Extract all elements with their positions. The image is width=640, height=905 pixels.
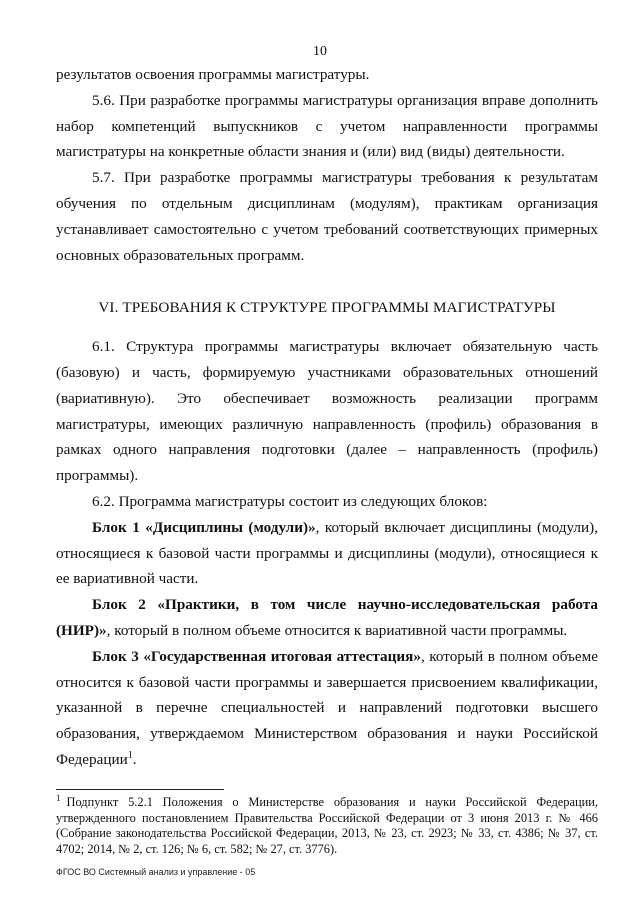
footnote-mark: 1 (56, 792, 61, 803)
paragraph-block-1 (56, 515, 598, 592)
footnote-text: Подпункт 5.2.1 Положения о Министерстве образования и науки Российской Федерации, утвержденного постановлением Правительства Российской Федерации от 3 июня 2013 г. № 466 (Собрание законодательства Российской Федерации, 2013, № 23, ст. 2923; № 33, ст. 4386; № 37, ст. 4702; 2014, № 2, ст. 126; № 6, ст. 582; № 27, ст. 3776). (56, 795, 598, 856)
paragraph-results-continuation: результатов освоения программы магистратуры. (56, 66, 370, 83)
block-3-end: . (132, 750, 137, 768)
document-body (56, 62, 598, 773)
block-2-title: Блок 2 «Практики, в том числе научно-исследовательская работа (НИР)» (56, 596, 598, 639)
block-3-description: , который в полном объеме относится к базовой части программы и завершается присвоением квалификации, указанной в перечне специальностей и направлений подготовки высшего образования, утверждаемом Министерством образования и науки Российской Федерации (56, 647, 598, 768)
paragraph-6-2: 6.2. Программа магистратуры состоит из следующих блоков: (92, 492, 488, 510)
block-1-title: Блок 1 «Дисциплины (модули)» (92, 518, 316, 536)
paragraph-block-3 (56, 644, 598, 773)
footnote-separator (56, 789, 224, 790)
block-2-description: , который в полном объеме относится к вариативной части программы. (106, 621, 568, 639)
document-footer-code: ФГОС ВО Системный анализ и управление - 05 (56, 867, 256, 877)
paragraph-block-2 (56, 592, 598, 644)
paragraph-5-6: 5.6. При разработке программы магистратуры организация вправе дополнить набор компетенций выпускников с учетом направленности программы магистратуры на конкретные области знания и (или) вид (виды) деятельности. (56, 91, 598, 161)
footnote (56, 792, 598, 857)
block-1-description: , который включает дисциплины (модули), относящиеся к базовой части программы и дисциплины (модули), относящиеся к ее вариативной части. (56, 518, 598, 588)
block-3-title: Блок 3 «Государственная итоговая аттестация» (92, 647, 421, 665)
paragraph-5-7: 5.7. При разработке программы магистратуры требования к результатам обучения по отдельным дисциплинам (модулям), практикам организация устанавливает самостоятельно с учетом требований соответствующих примерных основных образовательных программ. (56, 169, 598, 264)
section-heading-vi: VI. ТРЕБОВАНИЯ К СТРУКТУРЕ ПРОГРАММЫ МАГИСТРАТУРЫ (98, 299, 556, 317)
footnote-reference[interactable]: 1 (127, 749, 133, 761)
paragraph-6-1: 6.1. Структура программы магистратуры включает обязательную часть (базовую) и часть, формируемую участниками образовательных отношений (вариативную). Это обеспечивает возможность реализации программ магистратуры, имеющих различную направленность (профиль) образования в рамках одного направления подготовки (далее – направленность (профиль) программы). (56, 338, 598, 485)
page-number: 10 (313, 44, 327, 59)
